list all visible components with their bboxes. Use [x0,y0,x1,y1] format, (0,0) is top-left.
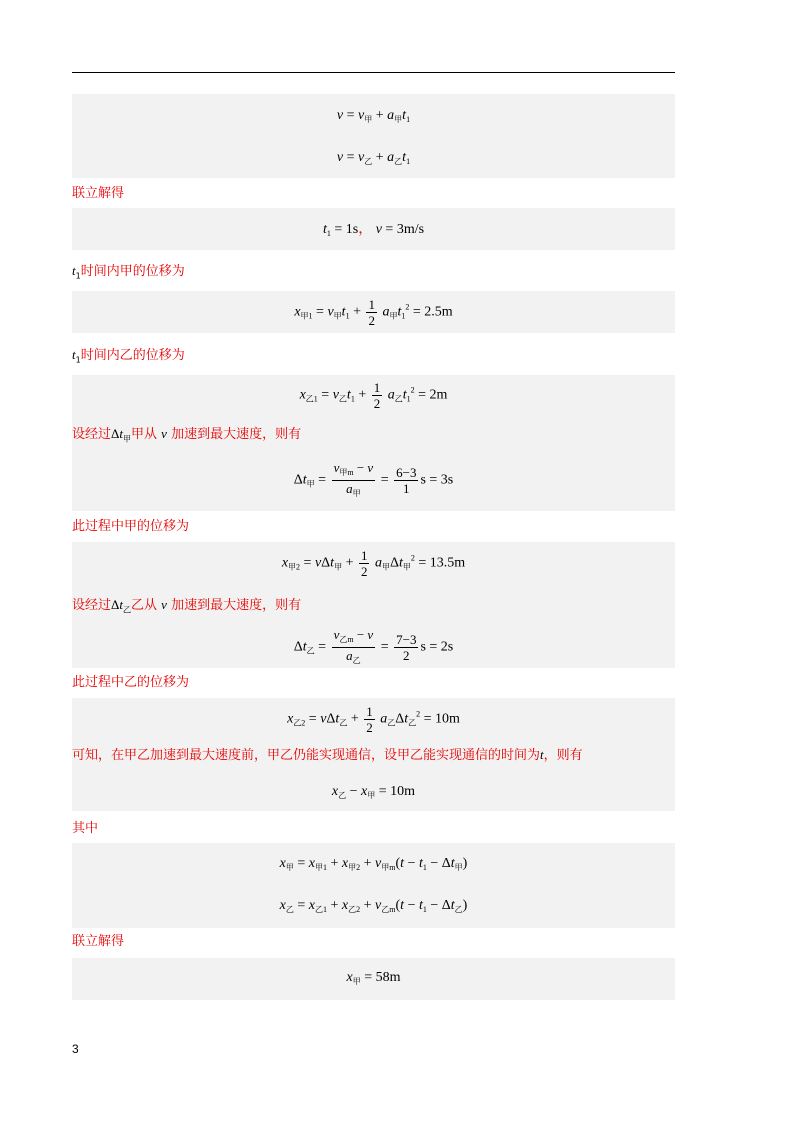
equation-t1-v: $t_1 = 1s$， v = 3m/s [322,222,425,238]
header-rule [72,72,675,73]
equation-v-yi: $v = v_乙 + a_乙t_1$ [336,150,411,166]
text-dt-yi: 设经过$\Delta t_乙$乙从 v 加速到最大速度，则有 [72,597,302,615]
equation-x-jia-result: $x_甲 = 58m$ [346,970,401,986]
equation-x-yi1: $x_{乙1} = v_乙t_1$ + $\frac{1}{2}$ $a_乙t_1^2 = 2m$ [299,380,448,411]
text-dt-jia: 设经过$\Delta t_甲$甲从 v 加速到最大速度，则有 [72,426,302,444]
equation-x-jia1: $x_{甲1} = v_甲t_1$ + $\frac{1}{2}$ $a_甲t_1^2 = 2.5m$ [294,297,453,328]
text-among: 其中 [72,821,99,836]
equation-x-yi2: $x_{乙2} = v\Delta t_乙$ + $\frac{1}{2}$ $a_乙\Delta t_乙^2 = 10m$ [287,704,460,735]
text-proc-yi: 此过程中乙的位移为 [72,675,190,690]
page-number: 3 [72,1042,79,1056]
text-proc-jia: 此过程中甲的位移为 [72,519,190,534]
equation-dt-yi: $\Delta t_乙$ = $\frac{v_{乙m} - v}{a_乙}$ = $\frac{7-3}{2}$ s = 2s [293,627,454,665]
equation-x-jia2: $x_{甲2} = v\Delta t_甲$ + $\frac{1}{2}$ $a_甲\Delta t_甲^2 = 13.5m$ [281,548,466,579]
text-knowable: 可知，在甲乙加速到最大速度前，甲乙仍能实现通信，设甲乙能实现通信的时间为t，则有 [72,747,583,763]
equation-dt-jia: $\Delta t_甲$ = $\frac{v_{甲m} - v}{a_甲}$ = $\frac{6-3}{1}$ s = 3s [293,460,454,498]
text-t1-jia: $t_1$时间内甲的位移为 [72,263,185,281]
equation-diff: $x_乙 - x_甲 = 10m$ [331,784,416,800]
equation-x-yi-total: $x_乙 = x_{乙1} + x_{乙2} + v_{乙m}(t - t_1 - \Delta t_乙)$ [279,898,468,914]
equation-x-jia-total: $x_甲 = x_{甲1} + x_{甲2} + v_{甲m}(t - t_1 - \Delta t_甲)$ [279,856,468,872]
text-solve-final: 联立解得 [72,934,125,949]
equation-v-jia: $v = v_甲 + a_甲t_1$ [336,108,411,124]
text-solve: 联立解得 [72,186,125,201]
text-t1-yi: $t_1$时间内乙的位移为 [72,347,185,365]
